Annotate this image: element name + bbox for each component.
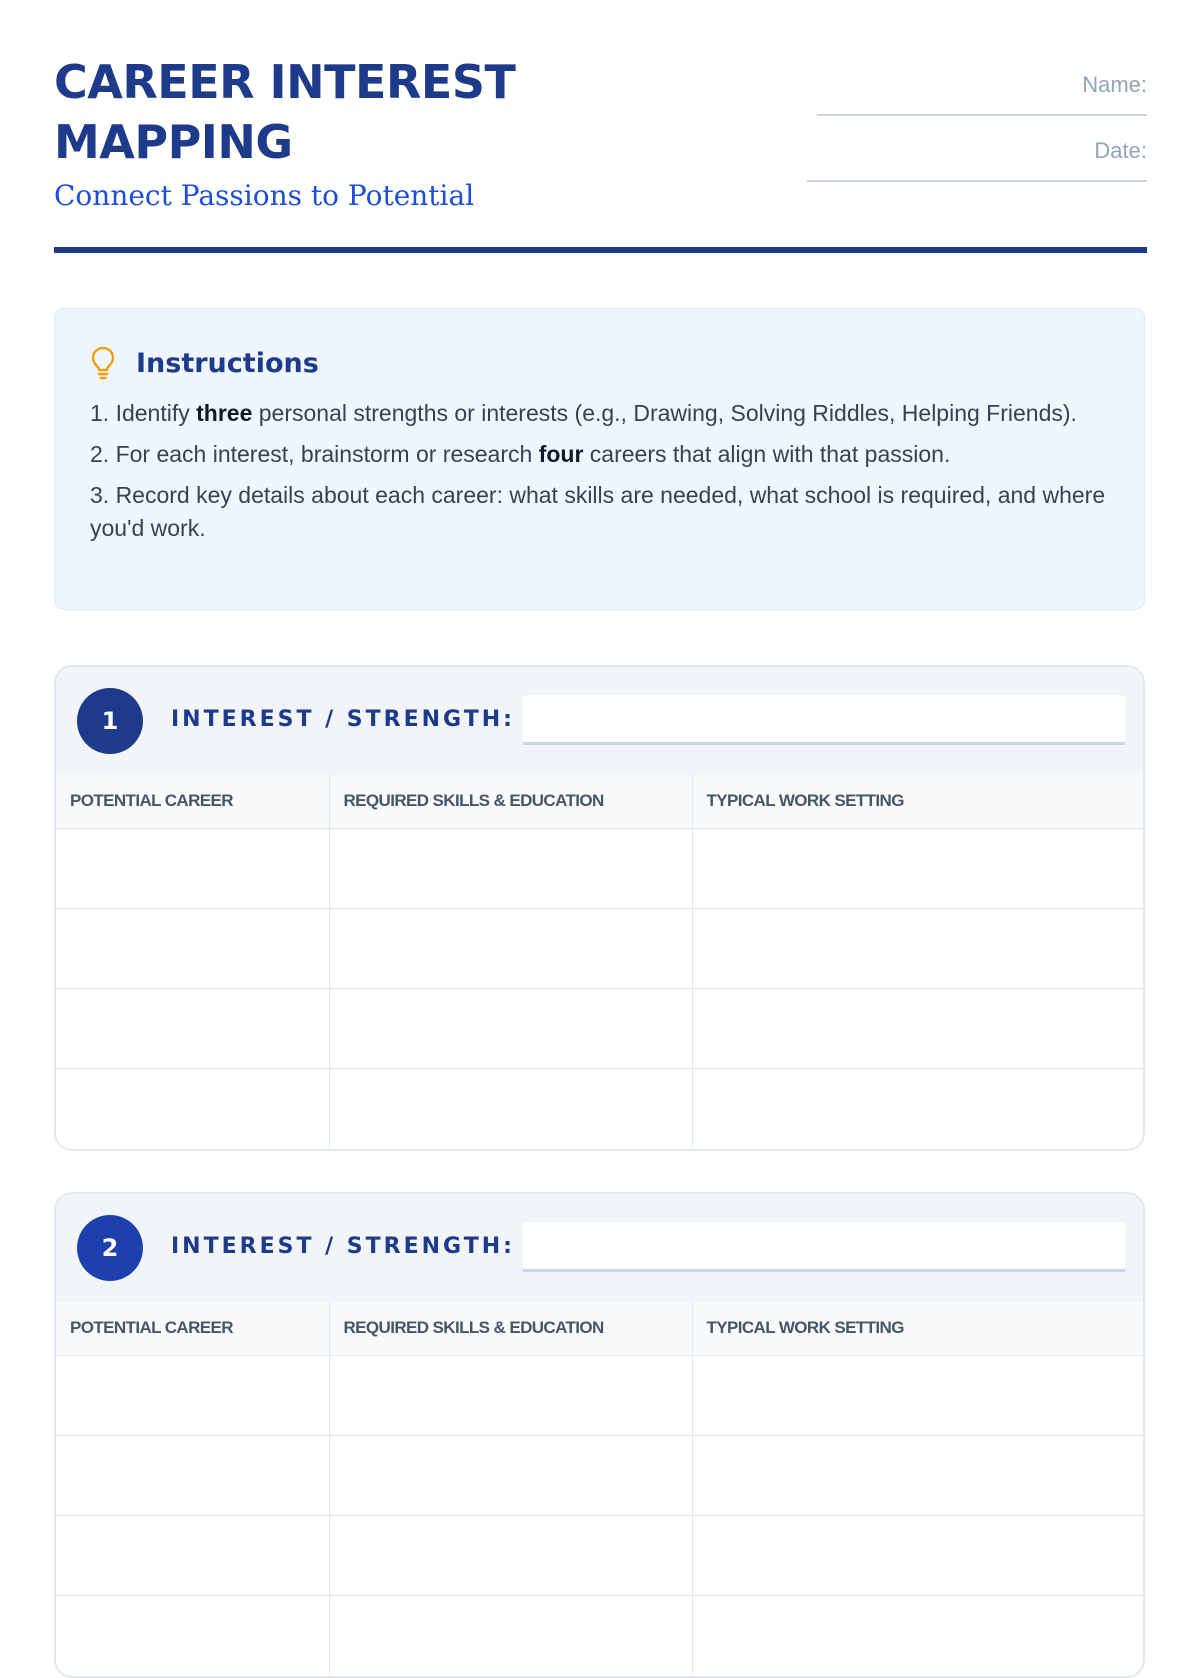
setting-cell[interactable] [692,1435,1143,1515]
table-row [56,1435,1143,1515]
career-cell[interactable] [56,908,329,988]
interest-strength-label: INTEREST / STRENGTH: [171,1234,515,1259]
header-divider [54,247,1147,253]
setting-cell[interactable] [692,1515,1143,1595]
career-cell[interactable] [56,1435,329,1515]
setting-cell[interactable] [692,1355,1143,1435]
setting-cell[interactable] [692,828,1143,908]
instruction-item: 3. Record key details about each career: what skills are needed, what school is required, and where you'd work. [90,482,1106,541]
page-title: CAREER INTEREST MAPPING [54,55,516,169]
table-row [56,1068,1143,1148]
setting-cell[interactable] [692,1595,1143,1675]
career-table [56,1302,1143,1675]
section-number-badge: 2 [77,1215,143,1281]
table-row [56,908,1143,988]
career-cell[interactable] [56,988,329,1068]
section-header [56,667,1143,775]
skills-cell[interactable] [329,1515,692,1595]
instructions-header [90,345,1110,381]
career-cell[interactable] [56,1355,329,1435]
setting-cell[interactable] [692,908,1143,988]
career-cell[interactable] [56,1068,329,1148]
interest-strength-input[interactable] [523,695,1125,745]
instructions-box [54,308,1145,610]
column-header-skills: REQUIRED SKILLS & EDUCATION [329,1302,692,1355]
career-cell[interactable] [56,828,329,908]
skills-cell[interactable] [329,988,692,1068]
interest-strength-label: INTEREST / STRENGTH: [171,707,515,732]
column-header-career: POTENTIAL CAREER [56,775,329,828]
column-header-setting: TYPICAL WORK SETTING [692,1302,1143,1355]
table-row [56,1355,1143,1435]
skills-cell[interactable] [329,1068,692,1148]
table-header-row [56,775,1143,828]
skills-cell[interactable] [329,908,692,988]
career-cell[interactable] [56,1595,329,1675]
name-field[interactable] [817,114,1147,116]
career-cell[interactable] [56,1515,329,1595]
date-field[interactable] [807,180,1147,182]
table-row [56,1595,1143,1675]
instruction-item: 2. For each interest, brainstorm or research four careers that align with that passion. [90,441,951,467]
name-label: Name: [1082,72,1147,97]
skills-cell[interactable] [329,1595,692,1675]
lightbulb-icon [90,346,116,380]
interest-section-2 [54,1192,1145,1678]
section-header [56,1194,1143,1302]
section-number-badge: 1 [77,688,143,754]
interest-section-1 [54,665,1145,1151]
column-header-setting: TYPICAL WORK SETTING [692,775,1143,828]
table-row [56,1515,1143,1595]
skills-cell[interactable] [329,1355,692,1435]
instruction-item: 1. Identify three personal strengths or interests (e.g., Drawing, Solving Riddles, Helping Friends). [90,400,1077,426]
table-row [56,988,1143,1068]
skills-cell[interactable] [329,828,692,908]
header [54,0,1147,254]
setting-cell[interactable] [692,1068,1143,1148]
column-header-career: POTENTIAL CAREER [56,1302,329,1355]
name-date-fields [807,70,1147,182]
setting-cell[interactable] [692,988,1143,1068]
table-row [56,828,1143,908]
interest-strength-input[interactable] [523,1222,1125,1272]
date-label: Date: [1094,138,1147,163]
career-table [56,775,1143,1148]
page-subtitle: Connect Passions to Potential [54,179,475,212]
instructions-title: Instructions [136,347,319,379]
table-header-row [56,1302,1143,1355]
column-header-skills: REQUIRED SKILLS & EDUCATION [329,775,692,828]
skills-cell[interactable] [329,1435,692,1515]
worksheet-page [54,0,1147,1338]
